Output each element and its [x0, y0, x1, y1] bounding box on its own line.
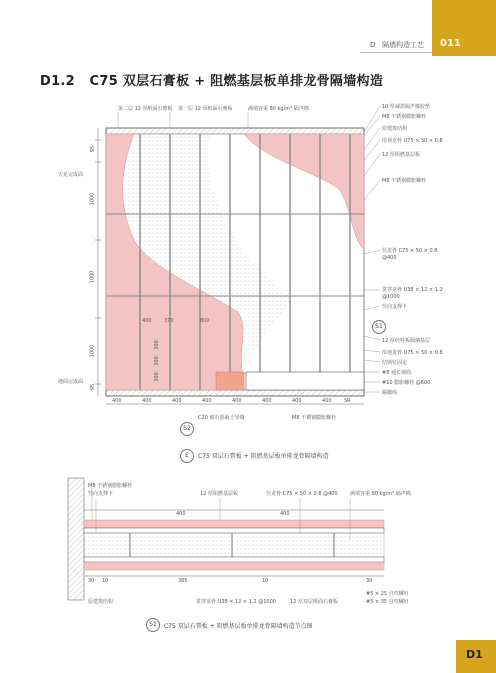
right-label-16: #10 膨胀螺栓 @600: [382, 380, 431, 386]
insulation-section: [84, 533, 384, 557]
right-label-5: 12 厚阻燃基层板: [382, 152, 420, 158]
top-leaders: [118, 112, 248, 128]
section-bottom-label-4: #5 × 25 自攻螺钉: [366, 591, 409, 597]
bolt-label: M8 不锈钢膨胀螺栓: [292, 415, 337, 421]
top-label-3: 满填容重 80 kg/m³ 隔声棉: [248, 106, 309, 112]
left-dim-4: 1000: [89, 344, 96, 358]
caption-e-mark: E: [180, 449, 194, 463]
right-label-17: 踢脚线: [382, 390, 398, 396]
title-text: C75 双层石膏板 + 阻燃基层板单排龙骨隔墙构造: [89, 74, 384, 89]
bottom-dim-4: 400: [202, 398, 212, 404]
structure-wall: [68, 478, 84, 600]
section-bottom-label-5: #5 × 35 自攻螺钉: [366, 599, 409, 605]
caption-e-text: C75 双层石膏板 + 阻燃基层板单排龙骨隔墙构造: [198, 453, 329, 460]
inner-dim-1: 400: [142, 318, 152, 324]
left-dim-lines: [95, 128, 101, 396]
title-code: D1.2: [40, 74, 76, 89]
caption-s1-text: C75 双层石膏板 + 阻燃基层板单排龙骨隔墙构造节点图: [164, 623, 313, 630]
section-top-dim-2: 400: [280, 511, 290, 517]
page-number: 011: [440, 38, 461, 49]
caption-s1-mark: S1: [146, 618, 160, 632]
right-label-14: 结锁钉固定: [382, 360, 408, 366]
section-mark-s2: S2: [180, 422, 194, 436]
right-leaders: [364, 106, 380, 392]
right-label-13: 沿地龙骨 U75 × 50 × 0.8: [382, 350, 443, 356]
right-label-10: @1000: [382, 294, 400, 300]
section-bottom-dim-3: 385: [178, 578, 188, 584]
bottom-dim-6: 400: [262, 398, 272, 404]
floor-finish-label: 地面完成面: [58, 379, 84, 385]
bottom-dim-1: 400: [112, 398, 122, 404]
ceiling-finish-label: 天花完成面: [58, 172, 84, 178]
section-top-dim-1: 400: [176, 511, 186, 517]
board-bottom: [84, 562, 384, 570]
base-top: [84, 528, 384, 533]
section-bottom-dim-5: 30: [366, 578, 373, 584]
callout-s1: S1: [372, 320, 386, 334]
inner-dim-4: 300: [153, 340, 160, 350]
bottom-track: [106, 390, 364, 396]
section-top-label-4: 竖龙骨 C75 × 50 × 0.8 @400: [266, 491, 338, 497]
right-label-1: 10 厚减震隔声橡胶垫: [382, 104, 430, 110]
bottom-dim-5: 400: [232, 398, 242, 404]
base-board: [246, 372, 364, 390]
bottom-dim-9: SR: [344, 398, 351, 404]
chapter-badge-text: D1: [466, 648, 483, 661]
section-top-label-5: 满填容重 80 kg/m³ 隔声棉: [350, 491, 411, 497]
top-track: [106, 128, 364, 134]
inner-dim-6: 300: [153, 372, 160, 382]
right-label-6: M8 不锈钢膨胀螺栓: [382, 178, 427, 184]
right-label-8: @400: [382, 255, 397, 261]
right-label-15: #8 通长钢筋: [382, 370, 411, 376]
right-label-7: 竖龙骨 C75 × 50 × 0.8: [382, 248, 438, 254]
section-top-label-2: 竖向支撑卡: [88, 491, 114, 497]
board-top: [84, 520, 384, 528]
bottom-dim-2: 400: [142, 398, 152, 404]
bottom-dim-8: 400: [322, 398, 332, 404]
bottom-dim-7: 400: [292, 398, 302, 404]
left-dim-5: 95: [90, 383, 97, 391]
section-bottom-dim-1: 30: [88, 578, 95, 584]
right-label-11: 竖向支撑卡: [382, 304, 408, 310]
chapter-badge: [456, 640, 496, 673]
inner-dim-3: 800: [200, 318, 210, 324]
left-dim-2: 1000: [89, 192, 96, 206]
section-title: 隔墙构造工艺: [382, 41, 425, 49]
section-letter: D: [370, 41, 376, 49]
guide-wall: [216, 372, 244, 390]
top-label-2: 第一层 12 厚纸面石膏板: [178, 106, 233, 112]
bottom-dim-3: 400: [172, 398, 182, 404]
base-bottom: [84, 557, 384, 562]
section-bottom-label-3: 12 厚双层纸面石膏板: [290, 599, 338, 605]
guide-wall-label: C20 细石混凝土导墙: [198, 415, 245, 421]
right-label-12: 12 厚绞特板隔墙基层: [382, 338, 430, 344]
section-bottom-label-2: 贯穿龙骨 U38 × 12 × 1.2 @1000: [196, 599, 276, 605]
left-dim-3: 1000: [89, 270, 96, 284]
inner-dim-2: 370: [164, 318, 174, 324]
section-top-label-1: M8 不锈钢膨胀螺栓: [88, 483, 133, 489]
inner-dim-5: 300: [153, 356, 160, 366]
section-bottom-dim-2: 10: [102, 578, 109, 584]
right-label-4: 沿顶龙骨 U75 × 50 × 0.8: [382, 138, 443, 144]
right-label-3: 原建筑结构: [382, 126, 408, 132]
section-top-label-3: 12 厚阻燃基层板: [200, 491, 238, 497]
section-bottom-label-1: 原建筑结构: [88, 599, 114, 605]
section-bottom-dim-4: 10: [262, 578, 269, 584]
right-label-2: M8 不锈钢膨胀螺栓: [382, 114, 427, 120]
left-dim-1: 95: [90, 145, 97, 153]
top-label-1: 第二层 12 厚纸面石膏板: [118, 106, 173, 112]
right-label-9: 贯穿龙骨 U38 × 12 × 1.2: [382, 287, 443, 293]
